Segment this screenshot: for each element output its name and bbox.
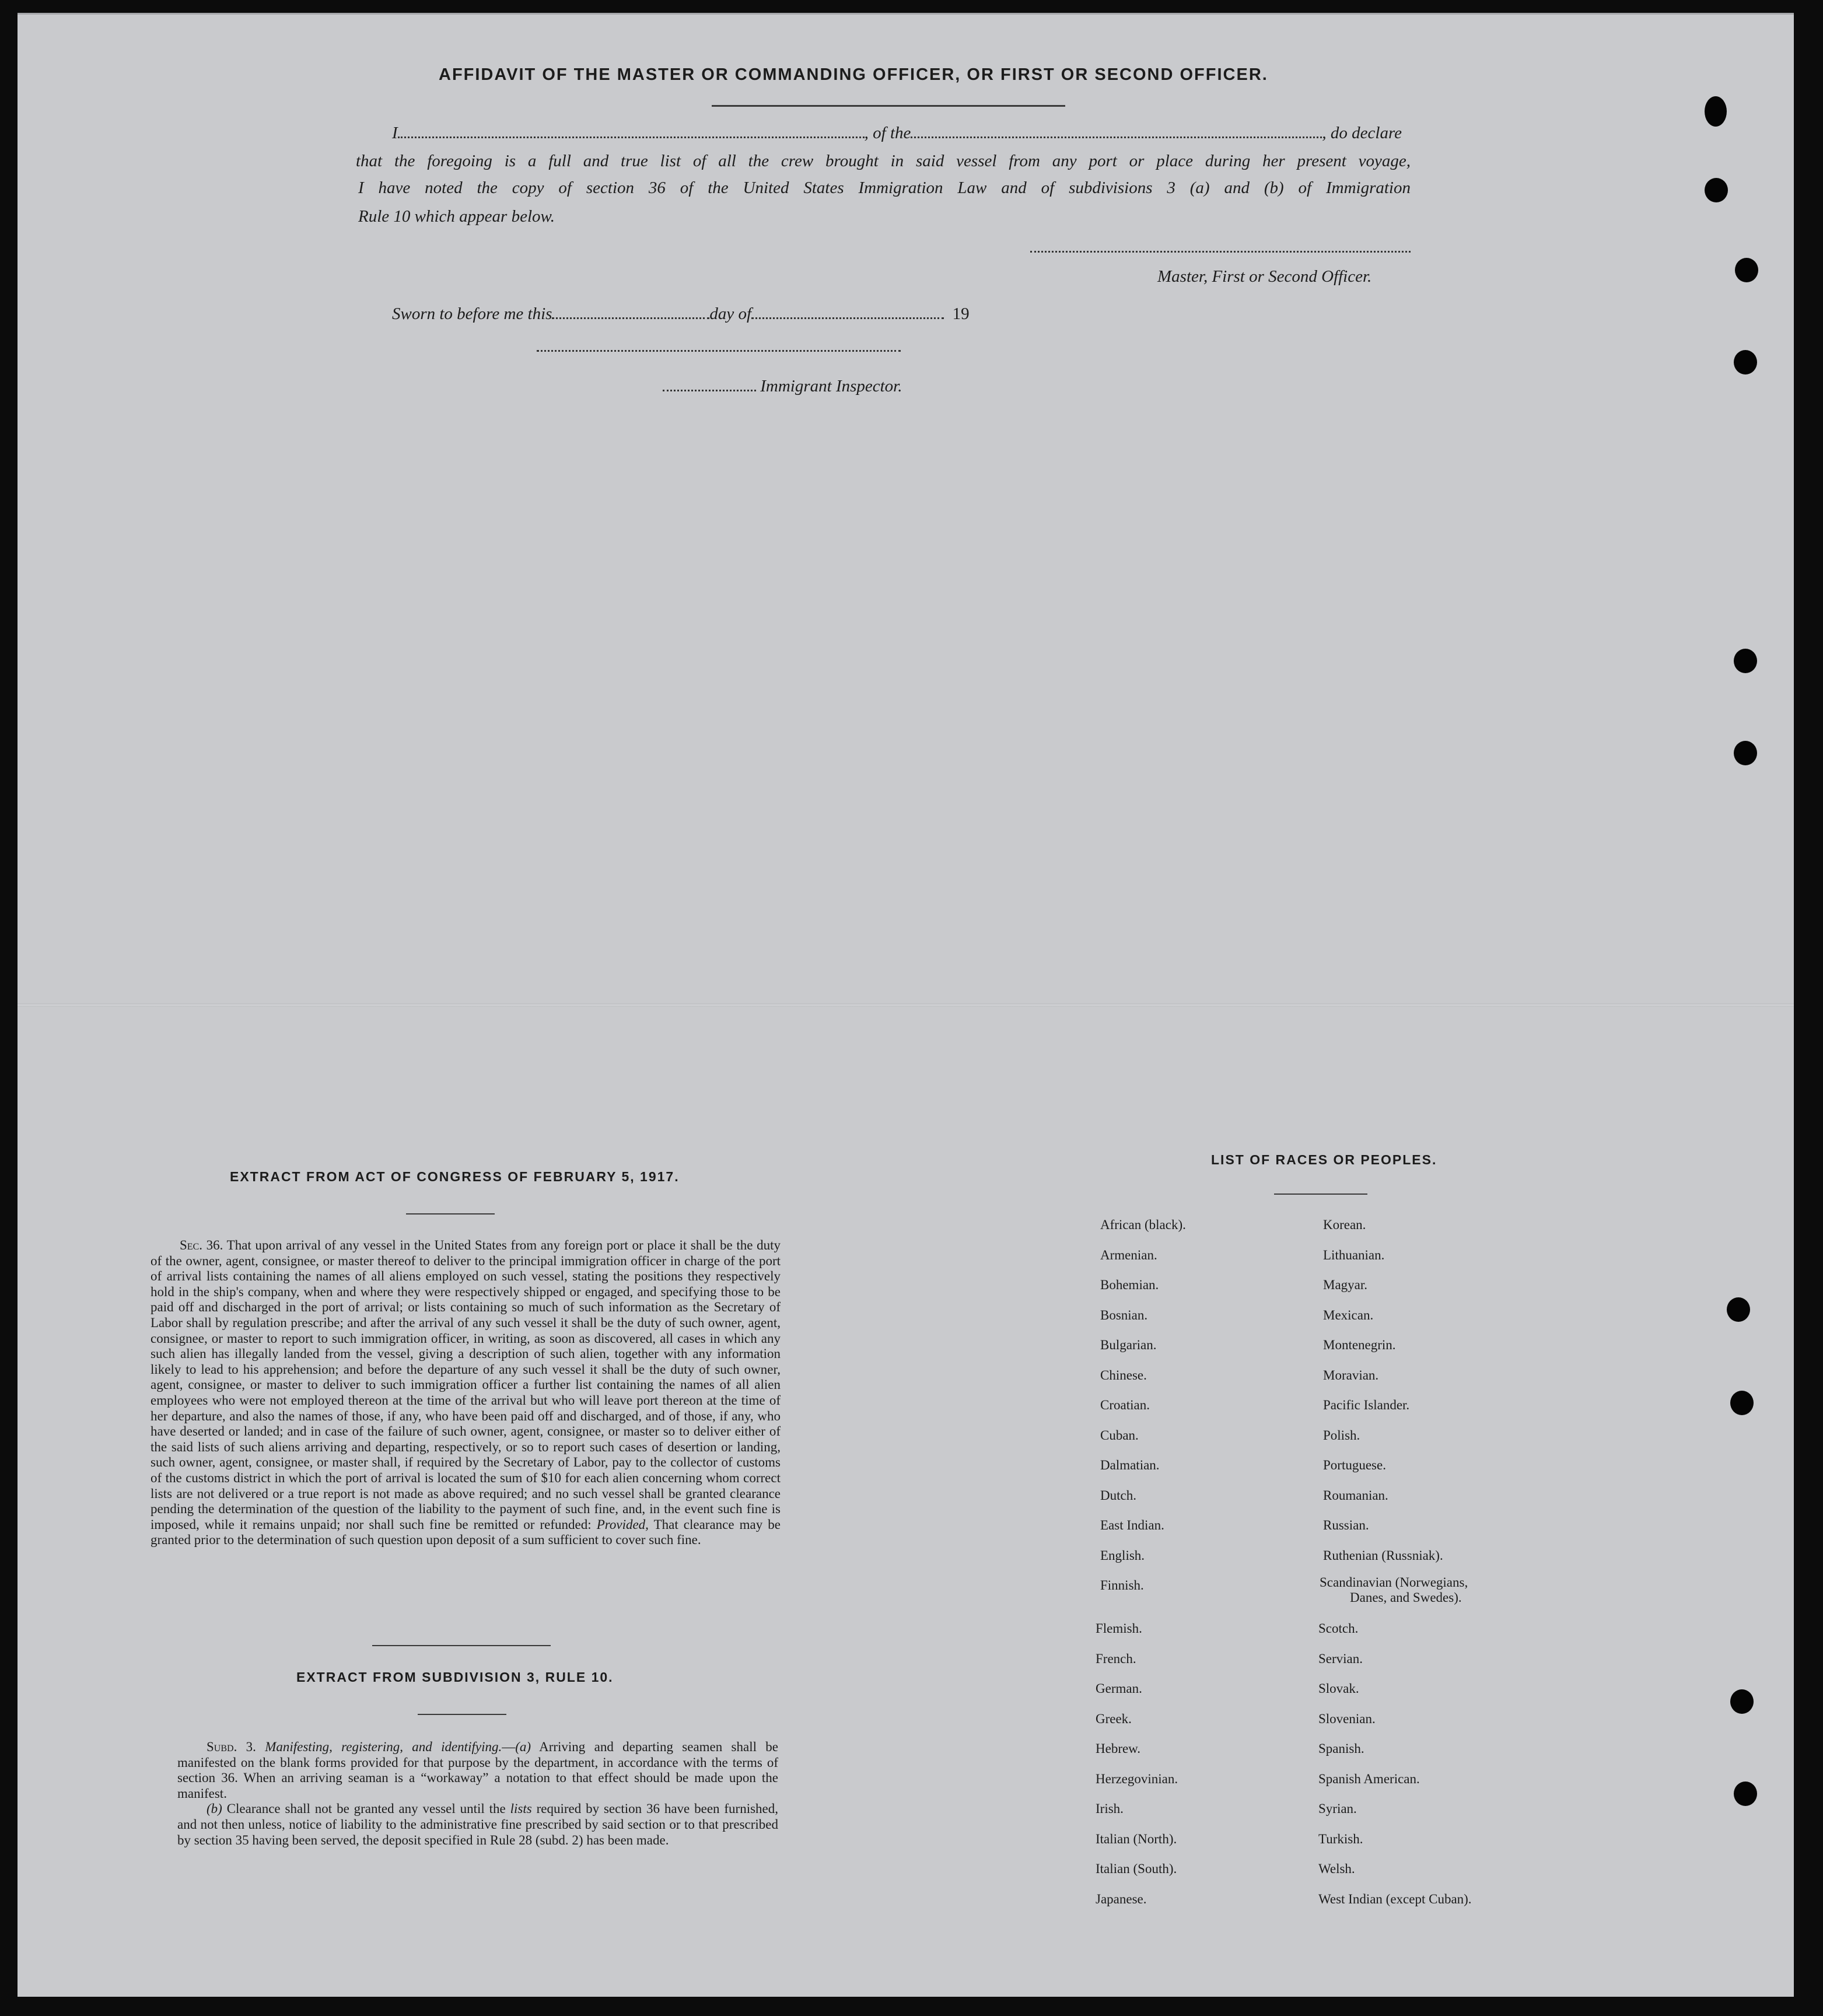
race-item: Mexican. xyxy=(1323,1307,1374,1322)
race-item: Hebrew. xyxy=(1096,1741,1141,1756)
of-the-label: , of the xyxy=(864,124,911,142)
declarant-label: I xyxy=(392,124,398,142)
race-item: Bosnian. xyxy=(1100,1307,1148,1322)
inspector-line xyxy=(663,377,902,396)
race-item: Turkish. xyxy=(1318,1831,1363,1846)
race-item: Slovenian. xyxy=(1318,1711,1376,1726)
race-item: Spanish American. xyxy=(1318,1771,1420,1786)
section-label: Sec. 36. xyxy=(180,1238,223,1252)
punch-hole xyxy=(1705,96,1727,127)
races-column-2b xyxy=(1318,1614,1472,1914)
race-item: Spanish. xyxy=(1318,1741,1364,1756)
inspector-caption: Immigrant Inspector. xyxy=(760,377,902,396)
race-item-scand-line1: Scandinavian (Norwegians, xyxy=(1320,1575,1468,1590)
race-item: Croatian. xyxy=(1100,1398,1150,1412)
punch-hole xyxy=(1735,258,1758,282)
race-item: Portuguese. xyxy=(1323,1458,1386,1472)
punch-hole xyxy=(1705,178,1728,202)
race-item: Magyar. xyxy=(1323,1278,1368,1292)
rule-title-rule xyxy=(418,1714,506,1715)
officer-signature-caption: Master, First or Second Officer. xyxy=(1157,267,1372,286)
inspector-signature-field[interactable] xyxy=(537,350,901,352)
race-item: French. xyxy=(1096,1651,1136,1666)
year-prefix: 19 xyxy=(952,304,970,323)
race-item: African (black). xyxy=(1100,1217,1186,1232)
race-item: Finnish. xyxy=(1100,1578,1144,1592)
sworn-day-field[interactable] xyxy=(552,317,709,319)
sworn-month-field[interactable] xyxy=(751,317,944,319)
race-item: Pacific Islander. xyxy=(1323,1398,1410,1412)
race-item: Slovak. xyxy=(1318,1681,1359,1696)
para-b-lists: lists xyxy=(510,1801,532,1817)
race-item: Cuban. xyxy=(1100,1427,1139,1443)
race-item: English. xyxy=(1100,1548,1145,1563)
race-item-scandinavian xyxy=(1320,1575,1468,1605)
proviso-text: That clearance may be granted prior to the determination of such question upon deposit of a sum sufficient to cover such fine. xyxy=(151,1517,781,1548)
race-item: Greek. xyxy=(1096,1711,1132,1726)
race-item: Irish. xyxy=(1096,1801,1124,1816)
inspector-name-field[interactable] xyxy=(663,390,756,391)
punch-hole xyxy=(1734,350,1757,374)
section-divider xyxy=(372,1645,551,1646)
affidavit-line2: that the foregoing is a full and true list of all the crew brought in said vessel from any port or place during her present voyage, xyxy=(356,152,1411,170)
race-item: West Indian (except Cuban). xyxy=(1318,1891,1472,1906)
sworn-label: Sworn to before me this xyxy=(392,304,552,323)
race-item: Syrian. xyxy=(1318,1801,1357,1816)
races-column-1b xyxy=(1096,1614,1178,1914)
affidavit-line3: I have noted the copy of section 36 of the United States Immigration Law and of subdivisions 3 (a) and (b) of Immigration xyxy=(358,178,1411,197)
race-item: Moravian. xyxy=(1323,1367,1379,1382)
race-item: Japanese. xyxy=(1096,1891,1147,1906)
race-item: Italian (North). xyxy=(1096,1831,1177,1846)
punch-hole xyxy=(1730,1689,1754,1714)
punch-hole xyxy=(1727,1297,1750,1322)
race-item: East Indian. xyxy=(1100,1518,1164,1532)
para-b-post: required by section 36 have been furnished, and not then unless, notice of liability to the administrative fine prescribed by said section or to that prescribed by section 35 having been served, the deposit specified in Rule 28 (subd. 2) has been made. xyxy=(177,1801,779,1847)
race-item: Polish. xyxy=(1323,1427,1360,1443)
declarant-name-field[interactable] xyxy=(398,136,865,138)
proviso-label: Provided, xyxy=(596,1517,649,1532)
section-36-text xyxy=(151,1238,781,1548)
race-item: Ruthenian (Russniak). xyxy=(1323,1548,1443,1563)
punch-hole xyxy=(1734,1782,1757,1806)
rule-extract-title: EXTRACT FROM SUBDIVISION 3, RULE 10. xyxy=(296,1670,614,1685)
race-item: Russian. xyxy=(1323,1518,1369,1532)
affidavit-line1 xyxy=(392,124,1402,143)
race-item: Scotch. xyxy=(1318,1621,1359,1636)
race-item-scand-line2: Danes, and Swedes). xyxy=(1350,1590,1462,1605)
sworn-line xyxy=(392,304,970,324)
punch-hole xyxy=(1730,1391,1754,1415)
affidavit-title: AFFIDAVIT OF THE MASTER OR COMMANDING OFFICER, OR FIRST OR SECOND OFFICER. xyxy=(439,65,1268,84)
page-fold-crease xyxy=(18,1003,1794,1007)
punch-hole xyxy=(1734,741,1757,765)
race-item: Italian (South). xyxy=(1096,1861,1177,1876)
race-item: Herzegovinian. xyxy=(1096,1771,1178,1786)
para-b-pre: Clearance shall not be granted any vessel until the xyxy=(226,1801,506,1817)
race-item: Bulgarian. xyxy=(1100,1338,1157,1352)
race-item: Welsh. xyxy=(1318,1861,1355,1876)
races-title-rule xyxy=(1274,1194,1367,1195)
races-column-1 xyxy=(1100,1210,1186,1601)
race-item: Montenegrin. xyxy=(1323,1338,1396,1352)
section-body: That upon arrival of any vessel in the United States from any foreign port or place it shall be the duty of the owner, agent, consignee, or master thereof to deliver to the principal immigration officer in charge of the port of arrival lists containing the names of all aliens employed on such vessel, stating the positions they respectively hold in the ship's company, when and where they were respectively shipped or engaged, and specifying those to be paid off and discharged in the port of arrival; or lists containing so much of such information as the Secretary of Labor shall by regulation prescribe; and after the arrival of any such vessel it shall be the duty of such owner, agent, consignee, or master to report to such immigration officer, in writing, as soon as discovered, all cases in which any such alien has illegally landed from the vessel, giving a description of such alien, together with any information likely to lead to his apprehension; and before the departure of any such vessel it shall be the duty of such owner, agent, consignee, or master to deliver to such immigration officer a further list containing the names of all alien employees who were not employed thereon at the time of the arrival but who will leave port thereon at the time of her departure, and also the names of those, if any, who have been paid off and discharged, and of those, if any, who have deserted or landed; and in case of the failure of such owner, agent, consignee, or master so to deliver either of the said lists of such aliens arriving and departing, respectively, or so to report such cases of desertion or landing, such owner, agent, consignee, or master shall, if required by the Secretary of Labor, pay to the collector of customs of the customs district in which the port of arrival is located the sum of $10 for each alien concerning whom correct lists are not delivered or a true report is not made as above required; and no such vessel shall be granted clearance pending the determination of the question of the liability to the payment of such fine, and, in the event such fine is imposed, while it remains unpaid; nor shall such fine be remitted or refunded: xyxy=(151,1238,781,1532)
races-title: LIST OF RACES OR PEOPLES. xyxy=(1211,1152,1437,1167)
do-declare-label: , do declare xyxy=(1322,124,1402,142)
title-underline xyxy=(712,105,1065,107)
para-a-label: (a) xyxy=(515,1740,531,1754)
act-title-rule xyxy=(406,1213,495,1214)
race-item: Dutch. xyxy=(1100,1488,1136,1503)
race-item: Chinese. xyxy=(1100,1367,1147,1382)
officer-signature-field[interactable] xyxy=(1030,251,1411,253)
race-item: Flemish. xyxy=(1096,1621,1142,1636)
rule-10-text: Subd. 3. Manifesting, registering, and identifying.—(a) Arriving and departing seamen shall be manifested on the blank forms provided for that purpose by the department, in accordance with the terms of section 36. When an arriving seaman is a “workaway” a notation to that effect should be made upon the manifest. (b) Clearance shall not be granted any vessel until the lists required by section 36 have been furnished, and not then unless, notice of liability to the administrative fine prescribed by said section or to that prescribed by section 35 having been served, the deposit specified in Rule 28 (subd. 2) has been made. xyxy=(177,1740,779,1847)
vessel-name-field[interactable] xyxy=(911,136,1322,138)
race-item: Dalmatian. xyxy=(1100,1458,1160,1472)
affidavit-line4: Rule 10 which appear below. xyxy=(358,207,555,226)
punch-hole xyxy=(1734,649,1757,673)
subdivision-label: Subd. 3. xyxy=(207,1740,256,1754)
race-item: German. xyxy=(1096,1681,1142,1696)
day-of-label: day of xyxy=(709,304,752,323)
race-item: Servian. xyxy=(1318,1651,1363,1666)
act-extract-title: EXTRACT FROM ACT OF CONGRESS OF FEBRUARY 5, 1917. xyxy=(230,1169,680,1184)
para-b-label: (b) xyxy=(207,1801,222,1817)
race-item: Bohemian. xyxy=(1100,1278,1159,1292)
races-column-2 xyxy=(1323,1210,1443,1570)
race-item: Armenian. xyxy=(1100,1247,1157,1262)
subdivision-heading: Manifesting, registering, and identifying. xyxy=(265,1740,502,1754)
race-item: Roumanian. xyxy=(1323,1488,1388,1503)
para-a-text: Arriving and departing seamen shall be manifested on the blank forms provided for that purpose by the department, in accordance with the terms of section 36. When an arriving seaman is a “workaway” a notation to that effect should be made upon the manifest. xyxy=(177,1740,779,1801)
race-item: Lithuanian. xyxy=(1323,1247,1385,1262)
race-item: Korean. xyxy=(1323,1217,1366,1232)
